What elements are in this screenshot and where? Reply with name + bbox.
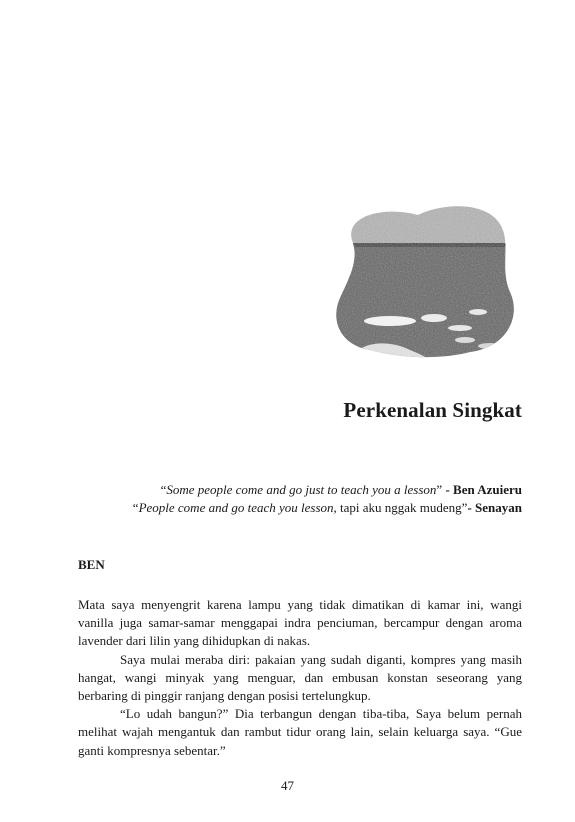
paragraph-1: Mata saya menyengrit karena lampu yang tidak dimatikan di kamar ini, wangi vanilla juga samar-samar menggapai indra penciuman, bercampur dengan aroma lavender dari lilin yang dihidupkan di nakas. (78, 597, 522, 649)
body-text (78, 596, 522, 760)
epigraph-2-quote: People come and go teach you lesson (138, 500, 334, 515)
page-number: 47 (281, 778, 294, 793)
lake-illustration (330, 200, 520, 360)
paragraph-2: Saya mulai meraba diri: pakaian yang sudah diganti, kompres yang masih hangat, wangi minyak yang menguar, dan embusan konstan seseorang yang berbaring di pinggir ranjang dengan posisi tertelungkup. (78, 651, 522, 704)
ice-floe (455, 337, 475, 343)
epigraph-1-author: - Ben Azuieru (445, 482, 522, 497)
ice-floe (448, 325, 472, 331)
ice-floe (421, 314, 447, 322)
paragraph-3: “Lo udah bangun?” Dia terbangun dengan tiba-tiba, Saya belum pernah melihat wajah mengantuk dan rambut tidur orang lain, selain keluarga saya. “Gue ganti kompresnya sebentar.” (78, 706, 522, 758)
ice-floe (469, 309, 487, 315)
epigraph-2: “People come and go teach you lesson, tapi aku nggak mudeng”- Senayan (132, 500, 522, 515)
epigraph-1: “Some people come and go just to teach you a lesson” - Ben Azuieru (160, 482, 522, 497)
section-heading: BEN (78, 557, 105, 572)
chapter-title: Perkenalan Singkat (343, 398, 522, 422)
epigraph-1-quote: Some people come and go just to teach you a lesson (166, 482, 437, 497)
ice-floe (478, 343, 502, 349)
ice-floe (364, 316, 416, 326)
epigraph-2-author: - Senayan (467, 500, 522, 515)
